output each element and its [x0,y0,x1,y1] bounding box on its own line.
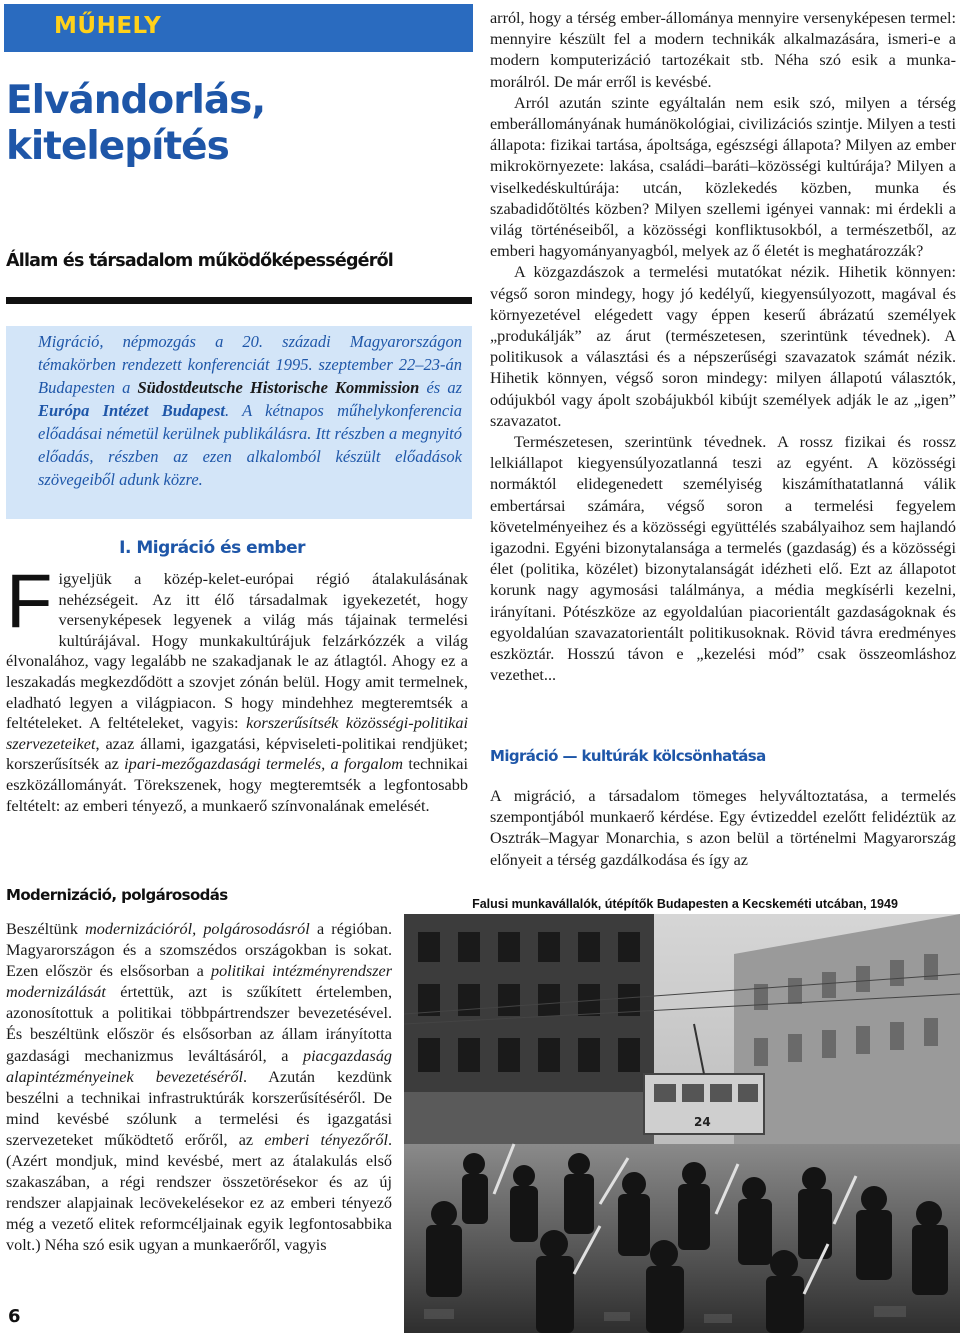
right-paragraph-2: Arról azután szinte egyáltalán nem esik szó, milyen a térség emberállományának humánökológiai, civilizációs szintje. Milyen a testi állapota: fizikai tartása, ápoltsága, egészségi állapota? Milyen az ember mikrokörnyezete: lakása, családi–baráti–közösségi kultúrája? Milyen a viselkedéskultúrája: utcán, közlekedés közben, munka és szabadidőtöltés közben? Milyen szellemi igényei vannak: mi érdekli a világ történéseiből, a közösségi konfliktusokból, a természetből, az emberi hagyományanyagból, melyek az ő életét is meghatározzák? [490,93,956,261]
section3-body: A migráció, a társadalom tömeges helyváltoztatása, a termelés szempontjából munkaerő kérdése. Egy évtizeddel ezelőtt felidéztük az Osztrák–Magyar Monarchia, s azon belül a történelmi Magyarország előnyeit a térség gazdálkodása és így az [490,787,956,869]
photo-caption: Falusi munkavállalók, útépítők Budapesten a Kecskeméti utcában, 1949 [472,897,898,911]
right-building [734,914,960,1164]
tram-number: 24 [694,1115,711,1129]
drop-cap: F [6,559,53,644]
section1-emphasis-2: ipari-mezőgazdasági termelés, a forgalom [124,754,404,774]
section2-body: Beszéltünk modernizációról, polgárosodásról a régióban. Magyarországon és a szomszédos országokban is sokat. Ezen először és elsősorban a politikai intézményrendszer modernizálását értettük, azt is szűkített értelemben, azonosítottuk a politikai többpártrendszer bevezetésével. És beszéltünk először és elsősorban az állam irányította gazdasági mechanizmus leváltásáról, a piacgazdaság alapintézményeinek bevezetéséről. Azután kezdünk beszélni a technikai infrastruktúrák korszerűsítéséről. De mind kevésbé szólunk a termelési és igazgatási szervezeteket működtető erőről, az emberi tényezőről. (Azért mondjuk, mind kevésbé, mert az átalakulás első szakaszában, a régi rendszer összetörésekor és az új rendszer alapjainak lecövekelésekor ez az emberi tényező még a vezető elitek reformcéljainak egyik legfontosabbika volt.) Néha szó esik ugyan a munkaerőről, vagyis [6,920,392,1255]
section-banner-label: MŰHELY [54,13,162,39]
section3-heading: Migráció — kultúrák kölcsönhatása [490,747,766,765]
lead-org-historical-commission: Südostdeutsche Historische Kommission [137,378,420,397]
road-workers-photo [404,914,960,1333]
right-column-text [490,8,956,687]
section1-body: Figyeljük a közép-kelet-európai régió átalakulásának nehézségeit. Az itt élő társadalmak igyekezetét, hogy versenyképesek legyenek a világ más tájainak termelési kultúrájával. Hogy munkakultúrájuk felzárkózzék a világ élvonalához, vagy legalább ne szakadjanak le az átlagtól. Ahogy ez a leszakadás megkezdődött a szovjet zónán belül. Hogy amit termelnek, eladható legyen a világpiacon. S hogy mindehhez megteremtsék a feltételeket. A feltételeket, vagyis: korszerűsítsék közösségi-politikai szervezeteiket, azaz állami, igazgatási, képviseleti-politikai rendjüket; korszerűsítsék az ipari-mezőgazdasági termelés, a forgalom technikai eszközállományát. Törekszenek, hogy megteremtsék a legfontosabb feltételt: az emberi tényező, a munkaerő színvonalának emelését. [6,559,468,815]
article-title [6,78,466,170]
lead-box [6,326,472,519]
article-title-line2: kitelepítés [6,124,229,169]
lead-org-europe-institute: Európa Intézet Budapest [38,401,225,420]
section1-heading: I. Migráció és ember [119,538,305,558]
section2-heading: Modernizáció, polgárosodás [6,886,228,904]
left-building [404,914,654,1154]
divider-rule [6,297,472,304]
article-title-line1: Elvándorlás, [6,78,266,123]
article-subtitle: Állam és társadalom működőképességéről [6,251,393,271]
right-paragraph-3: A közgazdászok a termelési mutatókat nézik. Hihetik könnyen: végső soron mindegy, hogy jó kedélyű, kiegyensúlyozott, magával és környezetével elégedett vagy éppen keserű ábrázatú személyek „produkálják” az árut (természetesen, szerintünk tévednek). A politikusok a választási és a népszerűségi szavazatok számát nézik. Hihetik könnyen, végső soron mindegy: milyen állapotú választók, odújukból vagy ápolt szobájukból kibújt személyek adják le az „igen” szavazatot. [490,263,956,430]
section-banner [4,4,473,52]
lead-paragraph: Migráció, népmozgás a 20. századi Magyarországon témakörben rendezett konferenciát 1995. szeptember 22–23-án Budapesten a Südostdeutsche Historische Kommission és az Európa Intézet Budapest. A kétnapos műhelykonferencia előadásai németül kerülnek publikálásra. Itt részben a megnyitó előadás, részben az ezen alkalomból készült előadások szövegeiből adunk közre. [38,332,462,489]
right-paragraph-1: arról, hogy a térség ember-állománya mennyire versenyképesen termel: mennyire készült fel a modern technikák alkalmazására, ismeri-e a modern komputerizáció tartozékait stb. Néha szó esik a munka-morálról. De már erről is kevésbé. [490,9,956,91]
section1-emphasis-1: korszerűsítsék közösségi-politikai szervezeteiket [6,713,468,753]
page-number: 6 [8,1306,21,1327]
photo-illustration [404,914,960,1333]
right-paragraph-4: Természetesen, szerintünk tévednek. A rossz fizikai és rossz lelkiállapot kiegyensúlyozatlanná teszi az egyént. A közösségi normáktól elidegenedett személyiség kiszámíthatatlanná válik embertársai számára, végső soron a termelési fegyelem követelményeihez és a közösségi együttélés szabályaihoz sem hajlandó igazodni. Egyéni bizonytalansága a termelés (gazdaság) és a közösségi élet (politika, közélet) bizonytalanságát idézheti elő. Ezt az állapotot korunk nagy agymosási találmánya, a média megkísérli kezelni, irányítani. Pótészköze az egyoldalúan piacorientált gazdaságoknak és egyoldalúan szavazatorientált politikusoknak. Rövid távra eredményes eszköztár. Hosszú távon e „kezelési mód” csak összeomláshoz vezethet... [490,433,956,685]
